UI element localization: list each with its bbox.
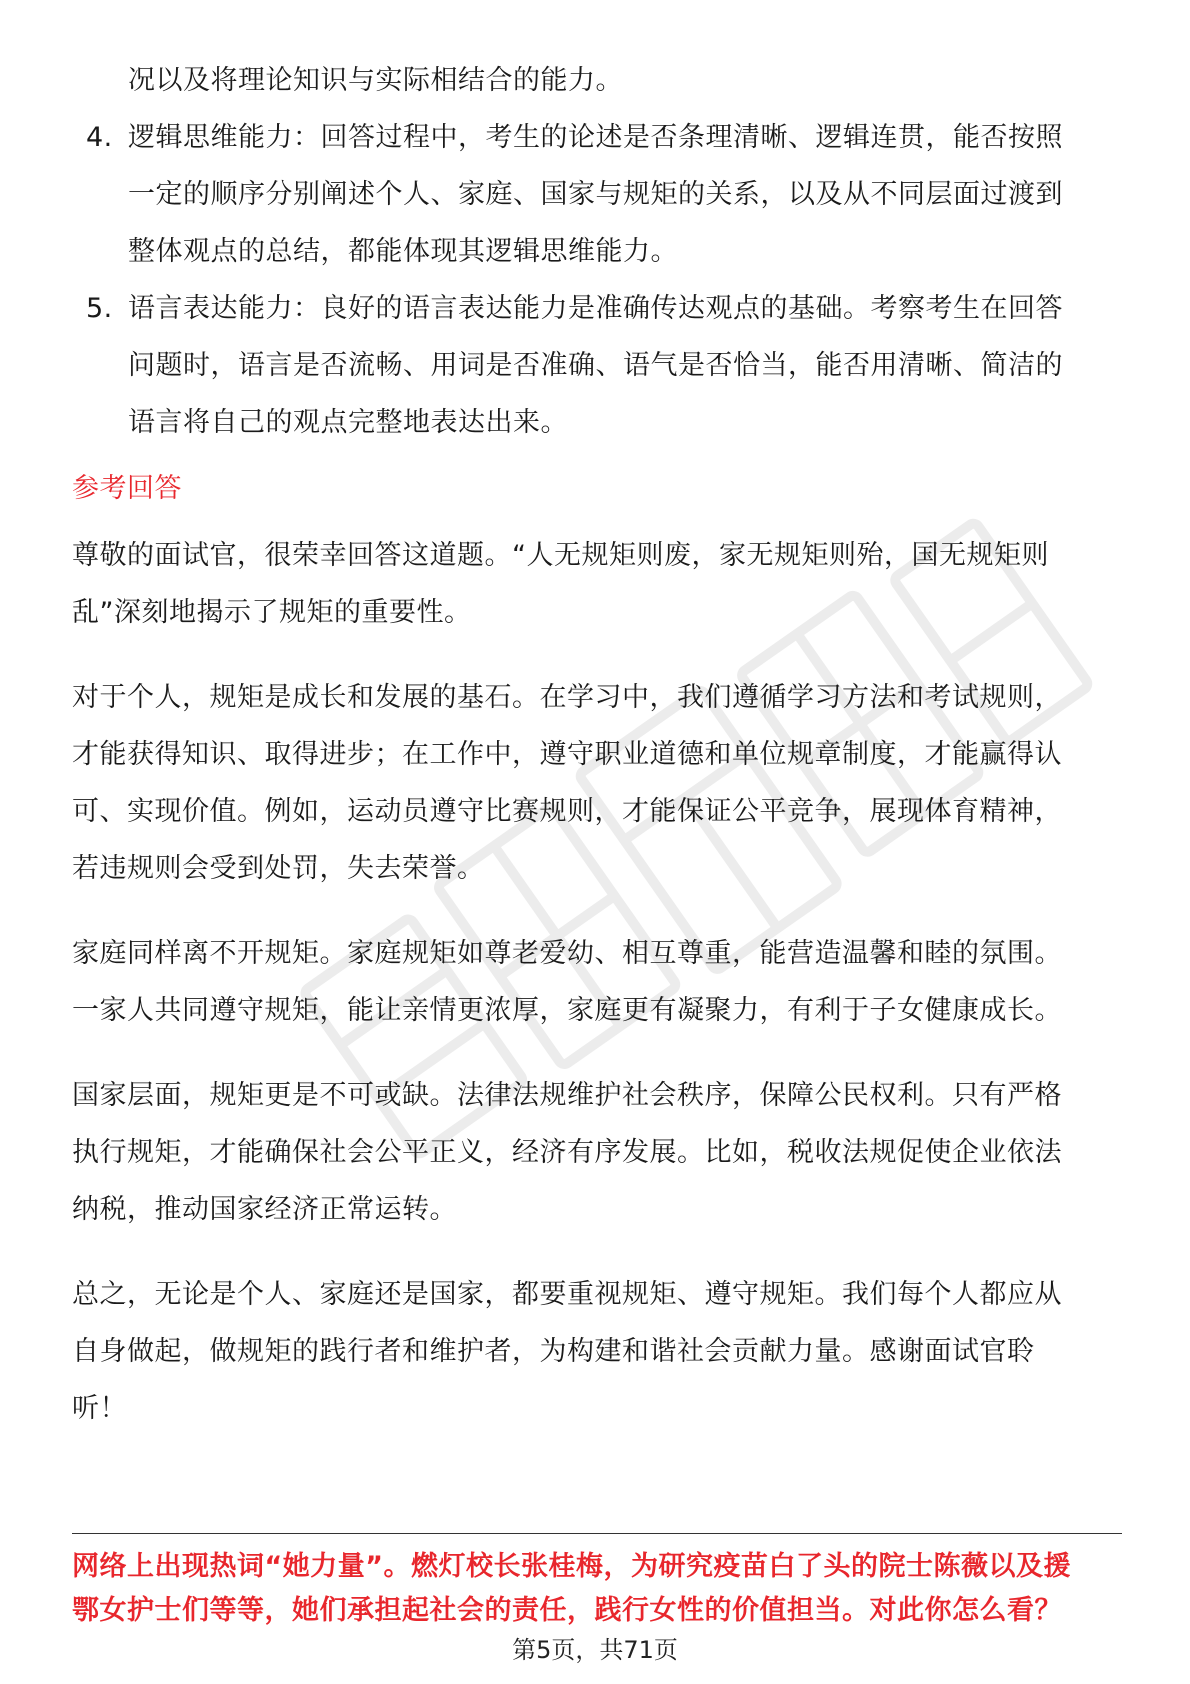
paragraph-line: 听！ [72, 1393, 127, 1424]
question-line: 网络上出现热词“她力量”。燃灯校长张桂梅，为研究疫苗白了头的院士陈薇以及援 [72, 1551, 1071, 1582]
criteria-item-4 [72, 109, 1122, 280]
section-divider [72, 1533, 1122, 1534]
paragraph-line: 纳税，推动国家经济正常运转。 [72, 1194, 457, 1225]
list-number: 4. [86, 122, 113, 153]
paragraph-line: 才能获得知识、取得进步；在工作中，遵守职业道德和单位规章制度，才能赢得认 [72, 739, 1062, 770]
continuation-line: 况以及将理论知识与实际相结合的能力。 [128, 65, 623, 96]
main-content [72, 52, 1122, 1465]
paragraph-line: 自身做起，做规矩的践行者和维护者，为构建和谐社会贡献力量。感谢面试官聆 [72, 1336, 1035, 1367]
paragraph-individual [72, 669, 1122, 897]
list-line: 逻辑思维能力：回答过程中，考生的论述是否条理清晰、逻辑连贯，能否按照 [128, 122, 1063, 153]
paragraph-line: 尊敬的面试官，很荣幸回答这道题。“人无规矩则废，家无规矩则殆，国无规矩则 [72, 540, 1049, 571]
paragraph-opening [72, 527, 1122, 641]
paragraph-line: 一家人共同遵守规矩，能让亲情更浓厚，家庭更有凝聚力，有利于子女健康成长。 [72, 995, 1062, 1026]
list-line: 问题时，语言是否流畅、用词是否准确、语气是否恰当，能否用清晰、简洁的 [128, 350, 1063, 381]
list-number: 5. [86, 293, 113, 324]
list-body [128, 280, 1122, 451]
paragraph-line: 执行规矩，才能确保社会公平正义，经济有序发展。比如，税收法规促使企业依法 [72, 1137, 1062, 1168]
paragraph-line: 乱”深刻地揭示了规矩的重要性。 [72, 597, 472, 628]
list-body [128, 109, 1122, 280]
paragraph-line: 若违规则会受到处罚，失去荣誉。 [72, 853, 485, 884]
reference-answer-heading: 参考回答 [72, 473, 182, 504]
paragraph-nation [72, 1067, 1122, 1238]
paragraph-conclusion [72, 1266, 1122, 1437]
paragraph-line: 家庭同样离不开规矩。家庭规矩如尊老爱幼、相互尊重，能营造温馨和睦的氛围。 [72, 938, 1062, 969]
criteria-item-5 [72, 280, 1122, 451]
list-line: 一定的顺序分别阐述个人、家庭、国家与规矩的关系，以及从不同层面过渡到 [128, 179, 1063, 210]
question-line: 鄂女护士们等等，她们承担起社会的责任，践行女性的价值担当。对此你怎么看？ [72, 1595, 1062, 1626]
next-question-title [72, 1545, 1132, 1633]
list-line: 语言将自己的观点完整地表达出来。 [128, 407, 568, 438]
list-line: 语言表达能力：良好的语言表达能力是准确传达观点的基础。考察考生在回答 [128, 293, 1063, 324]
paragraph-line: 总之，无论是个人、家庭还是国家，都要重视规矩、遵守规矩。我们每个人都应从 [72, 1279, 1062, 1310]
page-footer: 第5页，共71页 [512, 1636, 678, 1664]
list-line: 整体观点的总结，都能体现其逻辑思维能力。 [128, 236, 678, 267]
paragraph-line: 可、实现价值。例如，运动员遵守比赛规则，才能保证公平竞争，展现体育精神， [72, 796, 1062, 827]
paragraph-line: 对于个人，规矩是成长和发展的基石。在学习中，我们遵循学习方法和考试规则， [72, 682, 1062, 713]
paragraph-line: 国家层面，规矩更是不可或缺。法律法规维护社会秩序，保障公民权利。只有严格 [72, 1080, 1062, 1111]
paragraph-family [72, 925, 1122, 1039]
